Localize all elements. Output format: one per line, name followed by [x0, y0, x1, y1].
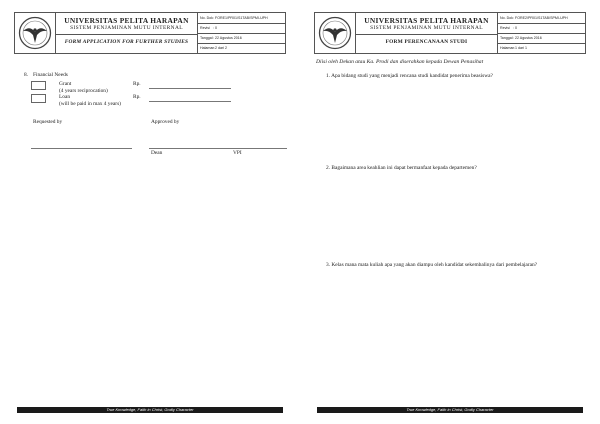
document-header: [314, 12, 586, 54]
meta-key: Revisi: [200, 26, 210, 30]
question-1: 1. Apa bidang studi yang menjadi rencana studi kandidat penerima beasiswa?: [326, 73, 493, 79]
meta-value: : 1 dari 1: [513, 46, 527, 50]
system-name: SISTEM PENJAMINAN MUTU INTERNAL: [370, 25, 483, 31]
requested-by-label: Requested by: [33, 119, 63, 125]
right-page: [300, 0, 600, 424]
footer-motto-bar: True Knowledge, Faith in Christ, Godly Character: [17, 407, 283, 413]
document-header: [14, 12, 286, 54]
loan-note: (will be paid in max 4 years): [59, 101, 121, 107]
grant-rp-label: Rp.: [133, 81, 141, 87]
header-title-block: [56, 13, 198, 53]
form-title: FORM PERENCANAAN STUDI: [385, 39, 468, 45]
university-logo: [315, 13, 356, 53]
university-name: UNIVERSITAS PELITA HARAPAN: [364, 16, 489, 25]
requested-by-signature-line[interactable]: [31, 148, 132, 149]
meta-value: : 0: [513, 26, 517, 30]
loan-label: Loan: [59, 94, 71, 100]
meta-value: : 22 Agustus 2016: [213, 36, 242, 40]
meta-value: : 0: [213, 26, 217, 30]
form-title: FORM APPLICATION FOR FURTHER STUDIES: [64, 39, 189, 45]
item-title: Financial Needs: [33, 72, 68, 78]
dean-label: Dean: [151, 150, 163, 156]
document-meta: [198, 13, 285, 53]
meta-value: : 2 dari 2: [213, 46, 227, 50]
loan-checkbox[interactable]: [31, 94, 46, 103]
document-meta: [498, 13, 585, 53]
meta-key: Revisi: [500, 26, 510, 30]
vp-label: VPI: [233, 150, 242, 156]
system-name: SISTEM PENJAMINAN MUTU INTERNAL: [70, 25, 183, 31]
instruction-text: Diisi oleh Dekan atau Ka. Prodi dan diserahkan kepada Dewan Penasihat: [316, 59, 484, 65]
grant-checkbox[interactable]: [31, 81, 46, 90]
meta-value: : FORE2/PR01/S1TAB/SPMI-UPH: [513, 16, 568, 20]
meta-key: Halaman: [200, 46, 215, 50]
approved-by-label: Approved by: [151, 119, 180, 125]
grant-amount-field[interactable]: [149, 88, 231, 89]
question-3: 3. Kelas mana mata kuliah apa yang akan diampu oleh kandidat sekembalinya dari pembelajaran?: [326, 262, 538, 268]
grant-note: (4 years reciprocation): [59, 88, 108, 94]
meta-value: : 22 Agustus 2016: [513, 36, 542, 40]
approved-by-signature-line[interactable]: [149, 148, 287, 149]
meta-key: Tanggal: [200, 36, 213, 40]
meta-key: No. Dok: [200, 16, 213, 20]
grant-label: Grant: [59, 81, 72, 87]
meta-key: Tanggal: [500, 36, 513, 40]
meta-key: No. Dok: [500, 16, 513, 20]
question-2: 2. Bagaimana area keahlian ini dapat bermanfaat kepada departemen?: [326, 165, 477, 171]
item-number: 8.: [24, 72, 29, 78]
loan-amount-field[interactable]: [149, 101, 231, 102]
university-logo: [15, 13, 56, 53]
loan-rp-label: Rp.: [133, 94, 141, 100]
university-name: UNIVERSITAS PELITA HARAPAN: [64, 16, 189, 25]
meta-key: Halaman: [500, 46, 515, 50]
footer-motto-bar: True Knowledge, Faith in Christ, Godly Character: [317, 407, 583, 413]
header-title-block: [356, 13, 498, 53]
meta-value: : FORE1/PR01/S1TAB/SPMI-UPH: [213, 16, 268, 20]
